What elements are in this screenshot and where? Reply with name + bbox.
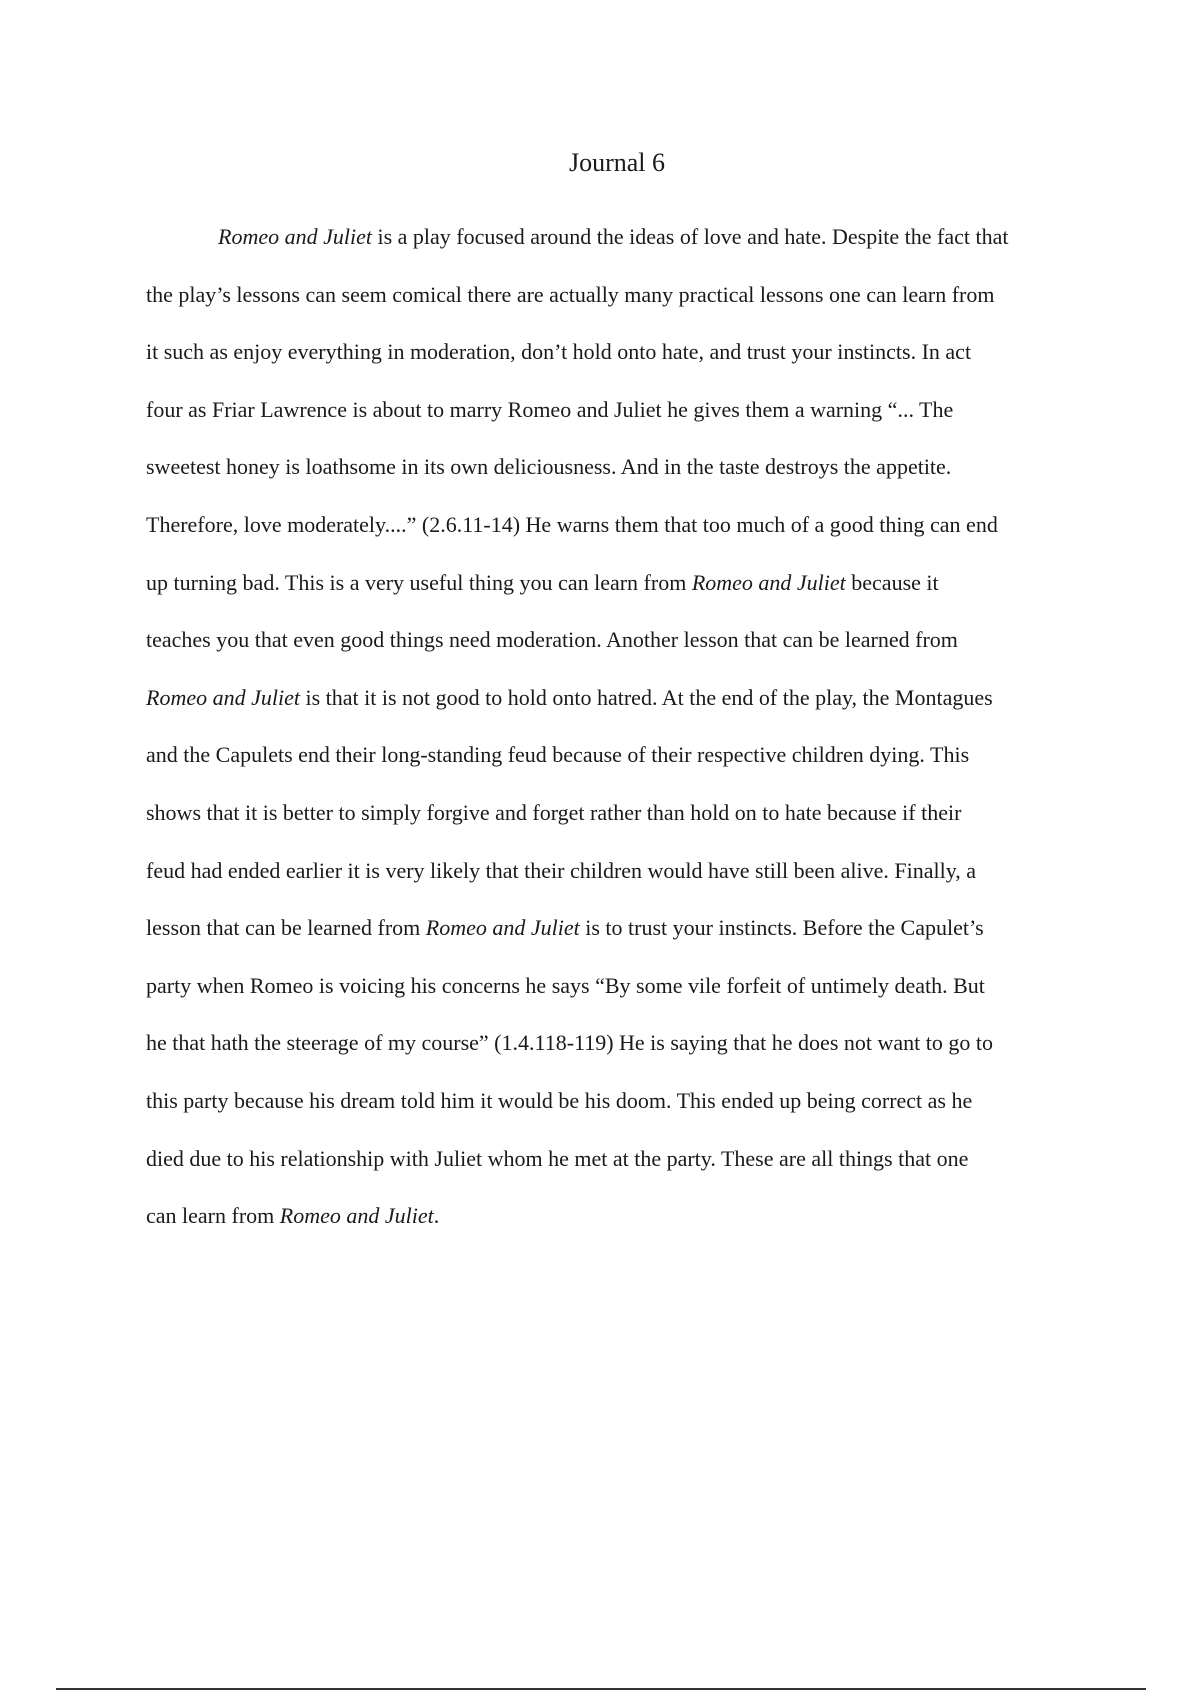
paragraph-line	[146, 554, 1096, 612]
text-run: teaches you that even good things need moderation. Another lesson that can be learned from	[146, 627, 958, 653]
footer-divider	[56, 1688, 1146, 1690]
work-title-italic: Romeo and Juliet	[279, 1203, 434, 1229]
paragraph-line	[146, 496, 1096, 554]
text-run: sweetest honey is loathsome in its own deliciousness. And in the taste destroys the appetite.	[146, 454, 952, 480]
paragraph-line	[146, 842, 1096, 900]
text-run: because it	[845, 569, 939, 595]
work-title-italic: Romeo and Juliet	[425, 915, 580, 941]
paragraph-line	[146, 1187, 1096, 1245]
work-title-italic: Romeo and Juliet	[146, 684, 300, 710]
text-run: the play’s lessons can seem comical there are actually many practical lessons one can learn from	[146, 281, 995, 307]
paragraph-line	[146, 784, 1096, 842]
text-run: up turning bad. This is a very useful thing you can learn from	[146, 569, 692, 595]
text-run: shows that it is better to simply forgive and forget rather than hold on to hate because if their	[146, 799, 962, 825]
paragraph-line	[146, 323, 1096, 381]
paragraph-line	[146, 899, 1096, 957]
paragraph-line	[146, 1014, 1096, 1072]
text-run: it such as enjoy everything in moderation, don’t hold onto hate, and trust your instincts. In act	[146, 339, 972, 365]
text-run: .	[433, 1203, 440, 1229]
text-run: feud had ended earlier it is very likely that their children would have still been alive. Finally, a	[146, 857, 977, 883]
paragraph-line	[146, 1072, 1096, 1130]
paragraph-line	[146, 438, 1096, 496]
text-run: this party because his dream told him it would be his doom. This ended up being correct as he	[146, 1087, 973, 1113]
paragraph-line	[146, 381, 1096, 439]
text-run: is a play focused around the ideas of love and hate. Despite the fact that	[371, 224, 1009, 249]
journal-paragraph	[146, 208, 1096, 1245]
page-title: Journal 6	[568, 148, 666, 177]
paragraph-line	[146, 266, 1096, 324]
paragraph-line	[146, 726, 1096, 784]
text-run: is that it is not good to hold onto hatred. At the end of the play, the Montagues	[299, 684, 993, 710]
text-run: is to trust your instincts. Before the Capulet’s	[579, 915, 984, 941]
work-title-italic: Romeo and Juliet	[691, 569, 846, 595]
text-run: party when Romeo is voicing his concerns he says “By some vile forfeit of untimely death. But	[146, 972, 985, 998]
text-run: can learn from	[146, 1203, 280, 1229]
paragraph-line	[146, 1130, 1096, 1188]
paragraph-line	[146, 669, 1096, 727]
paragraph-line	[146, 208, 1096, 266]
text-run: four as Friar Lawrence is about to marry Romeo and Juliet he gives them a warning “... The	[146, 396, 954, 422]
paragraph-line	[146, 611, 1096, 669]
text-run: Therefore, love moderately....” (2.6.11-14) He warns them that too much of a good thing can end	[146, 511, 998, 537]
text-run: he that hath the steerage of my course” (1.4.118-119) He is saying that he does not want to go to	[146, 1030, 993, 1056]
text-run: died due to his relationship with Juliet whom he met at the party. These are all things that one	[146, 1145, 969, 1171]
work-title-italic: Romeo and Juliet	[218, 224, 372, 249]
text-run: lesson that can be learned from	[146, 915, 426, 941]
text-run: and the Capulets end their long-standing feud because of their respective children dying. This	[146, 742, 970, 768]
paragraph-line	[146, 957, 1096, 1015]
